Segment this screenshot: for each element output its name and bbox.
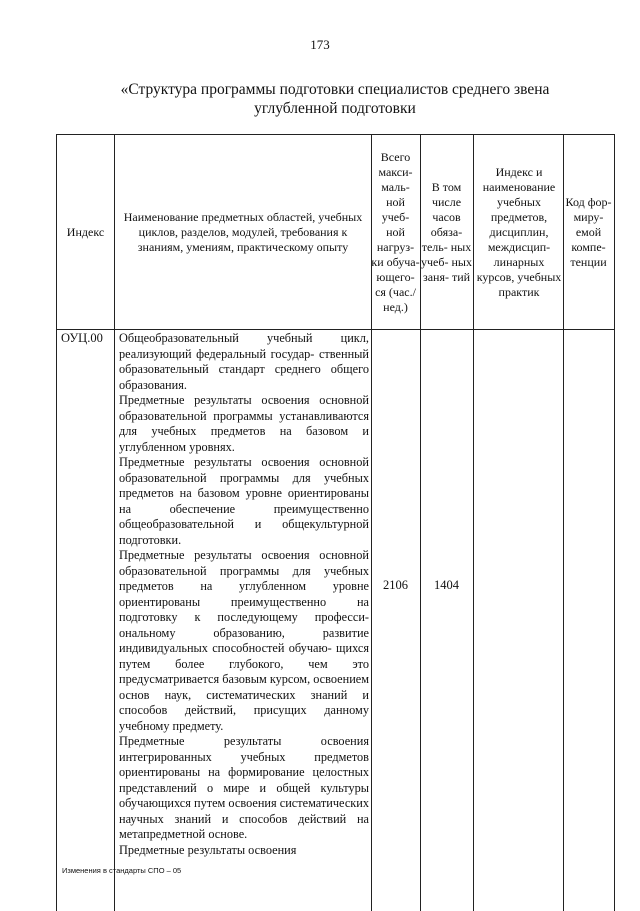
row-mandatory-hours: 1404 <box>434 578 459 592</box>
row-max-load: 2106 <box>383 578 408 592</box>
description-paragraph: Предметные результаты освоения основной образовательной программы устанавливаются для учебных предметов на базовом и углубленном уровнях. <box>119 393 369 454</box>
header-mandatory-hours: В том числе часов обяза- тель- ных учеб- ных заня- тий <box>421 180 472 284</box>
row-description <box>119 331 369 858</box>
document-title: «Структура программы подготовки специалистов среднего звена углубленной подготовки <box>120 81 550 117</box>
description-paragraph: Предметные результаты освоения основной образовательной программы для учебных предметов на углубленном уровне ориентированы преимущественно на подготовку к последующему професси- ональному образованию, развитие индивидуальных способностей обучаю- щихся путем более глубокого, чем это предусматривается базовым курсом, освоением основ наук, систематических знаний и способов действий, присущих данному учебному предмету. <box>119 548 370 733</box>
description-paragraph: Предметные результаты освоения основной образовательной программы для учебных предметов на базовом уровне ориентированы на обеспечение преимущественно общеобразовательной и общекультурной подготовки. <box>119 455 369 547</box>
footer-note: Изменения в стандарты СПО – 05 <box>62 866 182 875</box>
header-name: Наименование предметных областей, учебных циклов, разделов, модулей, требования к знаниям, умениям, практическому опыту <box>123 210 363 254</box>
header-disciplines: Индекс и наименование учебных предметов, дисциплин, междисцип- линарных курсов, учебных практик <box>476 165 562 299</box>
description-paragraph: Предметные результаты освоения интегрированных учебных предметов ориентированы на формирование целостных представлений о мире и общей культуры обучающихся путем освоения систематических научных знаний и способов действий на метапредметной основе. <box>119 734 369 841</box>
header-competence-code: Код фор- миру- емой компе- тенции <box>565 195 612 269</box>
header-max-load: Всего макси- маль- ной учеб- ной нагруз- ки обуча- ющего- ся (час./ нед.) <box>371 150 420 314</box>
structure-table <box>56 134 615 911</box>
page-number: 173 <box>310 37 330 52</box>
row-index: ОУЦ.00 <box>61 331 103 345</box>
header-index: Индекс <box>66 225 105 239</box>
description-paragraph: Общеобразовательный учебный цикл, реализующий федеральный государ- ственный образовательный стандарт среднего общего образования. <box>119 331 369 392</box>
description-paragraph: Предметные результаты освоения <box>119 842 297 857</box>
